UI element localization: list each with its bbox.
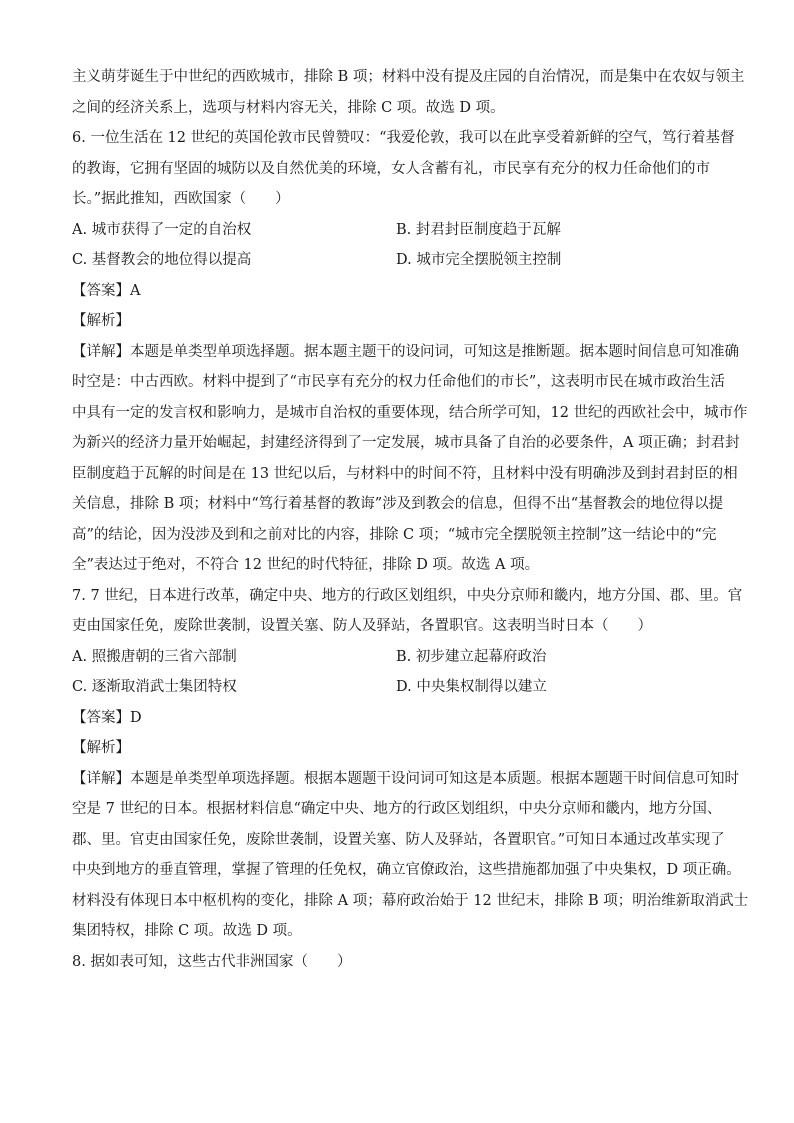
answer-tag: 【答案】 xyxy=(72,282,130,299)
question-8-stem-line: 8. 据如表可知，这些古代非洲国家（ ） xyxy=(72,953,352,970)
question-6-detail-line: 关信息，排除 B 项；材料中“笃行着基督的教诲”涉及到教会的信息，但得不出“基督教会的地位得以提 xyxy=(72,496,724,512)
answer-tag: 【答案】 xyxy=(72,709,130,726)
question-7-answer xyxy=(72,703,724,734)
question-6-option-a: A. 城市获得了一定的自治权 xyxy=(72,221,252,238)
question-7-detail-line: 材料没有体现日本中枢机构的变化，排除 A 项；幕府政治始于 12 世纪末，排除 B 项；明治维新取消武士 xyxy=(72,892,749,909)
question-6-option-c: C. 基督教会的地位得以提高 xyxy=(72,252,252,268)
question-6-detail-line: 中具有一定的发言权和影响力，是城市自治权的重要体现，结合所学可知，12 世纪的西欧社会中，城市作 xyxy=(72,404,748,421)
intro-line: 主义萌芽诞生于中世纪的西欧城市，排除 B 项；材料中没有提及庄园的自治情况，而是集中在农奴与领主 xyxy=(72,69,745,85)
detail-text: 本题是单类型单项选择题。据本题主题干的设问词，可知这是推断题。据本题时间信息可知准确 xyxy=(130,343,739,360)
question-6-analysis-heading xyxy=(72,306,724,337)
question-6-answer xyxy=(72,276,724,307)
answer-value: A xyxy=(130,282,141,299)
question-7-analysis-heading xyxy=(72,733,724,764)
question-7-detail-line: 空是 7 世纪的日本。根据材料信息“确定中央、地方的行政区划组织，中央分京师和畿内，地方分国、 xyxy=(72,801,722,817)
question-7-options-row-1 xyxy=(72,642,724,673)
question-6-detail-line xyxy=(72,337,739,368)
question-6-stem-line: 6. 一位生活在 12 世纪的英国伦敦市民曾赞叹：“我爱伦敦，我可以在此享受着新鲜的空气，笃行着基督 xyxy=(72,130,735,146)
question-6-option-d: D. 城市完全摆脱领主控制 xyxy=(396,252,562,268)
question-6-stem-line: 长。”据此推知，西欧国家（ ） xyxy=(72,191,290,207)
analysis-tag: 【解析】 xyxy=(72,740,130,756)
question-7-option-c: C. 逐渐取消武士集团特权 xyxy=(72,679,237,695)
question-7-detail-line: 郡、里。官吏由国家任免，废除世袭制，设置关塞、防人及驿站，各置职官。”可知日本通过改革实现了 xyxy=(72,831,725,848)
analysis-tag: 【解析】 xyxy=(72,313,130,329)
question-6-options-row-1 xyxy=(72,215,724,246)
detail-tag: 【详解】 xyxy=(72,343,130,360)
question-7-detail-line xyxy=(72,764,739,795)
detail-text: 本题是单类型单项选择题。根据本题题干设问词可知这是本质题。根据本题题干时间信息可知时 xyxy=(130,770,739,787)
document-page xyxy=(72,62,749,977)
question-6-detail-line: 高”的结论，因为没涉及到和之前对比的内容，排除 C 项；“城市完全摆脱领主控制”这一结论中的“完 xyxy=(72,526,717,543)
question-6-detail-line: 全”表达过于绝对，不符合 12 世纪的时代特征，排除 D 项。故选 A 项。 xyxy=(72,557,540,573)
question-7-options-row-2 xyxy=(72,672,724,703)
question-6-option-b: B. 封君封臣制度趋于瓦解 xyxy=(396,221,561,238)
detail-tag: 【详解】 xyxy=(72,770,130,787)
intro-line: 之间的经济关系上，选项与材料内容无关，排除 C 项。故选 D 项。 xyxy=(72,99,505,116)
question-6-detail-line: 臣制度趋于瓦解的时间是在 13 世纪以后，与材料中的时间不符，且材料中没有明确涉及到封君封臣的相 xyxy=(72,465,738,482)
question-7-option-d: D. 中央集权制得以建立 xyxy=(396,679,547,695)
question-7-option-b: B. 初步建立起幕府政治 xyxy=(396,648,547,665)
question-7-stem-line: 吏由国家任免，废除世袭制，设置关塞、防人及驿站，各置职官。这表明当时日本（ ） xyxy=(72,618,652,634)
question-7-detail-line: 集团特权，排除 C 项。故选 D 项。 xyxy=(72,923,302,939)
question-6-detail-line: 时空是：中古西欧。材料中提到了“市民享有充分的权力任命他们的市长”，这表明市民在城市政治生活 xyxy=(72,374,725,390)
question-6-stem-line: 的教诲，它拥有坚固的城防以及自然优美的环境，女人含蓄有礼，市民享有充分的权力任命他们的市 xyxy=(72,160,710,177)
question-6-detail-line: 为新兴的经济力量开始崛起，封建经济得到了一定发展，城市具备了自治的必要条件，A 项正确；封君封 xyxy=(72,435,740,451)
answer-value: D xyxy=(130,709,142,726)
question-7-detail-line: 中央到地方的垂直管理，掌握了管理的任免权，确立官僚政治，这些措施都加强了中央集权，D 项正确。 xyxy=(72,862,741,878)
question-6-options-row-2 xyxy=(72,245,724,276)
question-7-stem-line: 7. 7 世纪，日本进行改革，确定中央、地方的行政区划组织，中央分京师和畿内，地方分国、郡、里。官 xyxy=(72,587,743,604)
question-7-option-a: A. 照搬唐朝的三省六部制 xyxy=(72,648,237,665)
